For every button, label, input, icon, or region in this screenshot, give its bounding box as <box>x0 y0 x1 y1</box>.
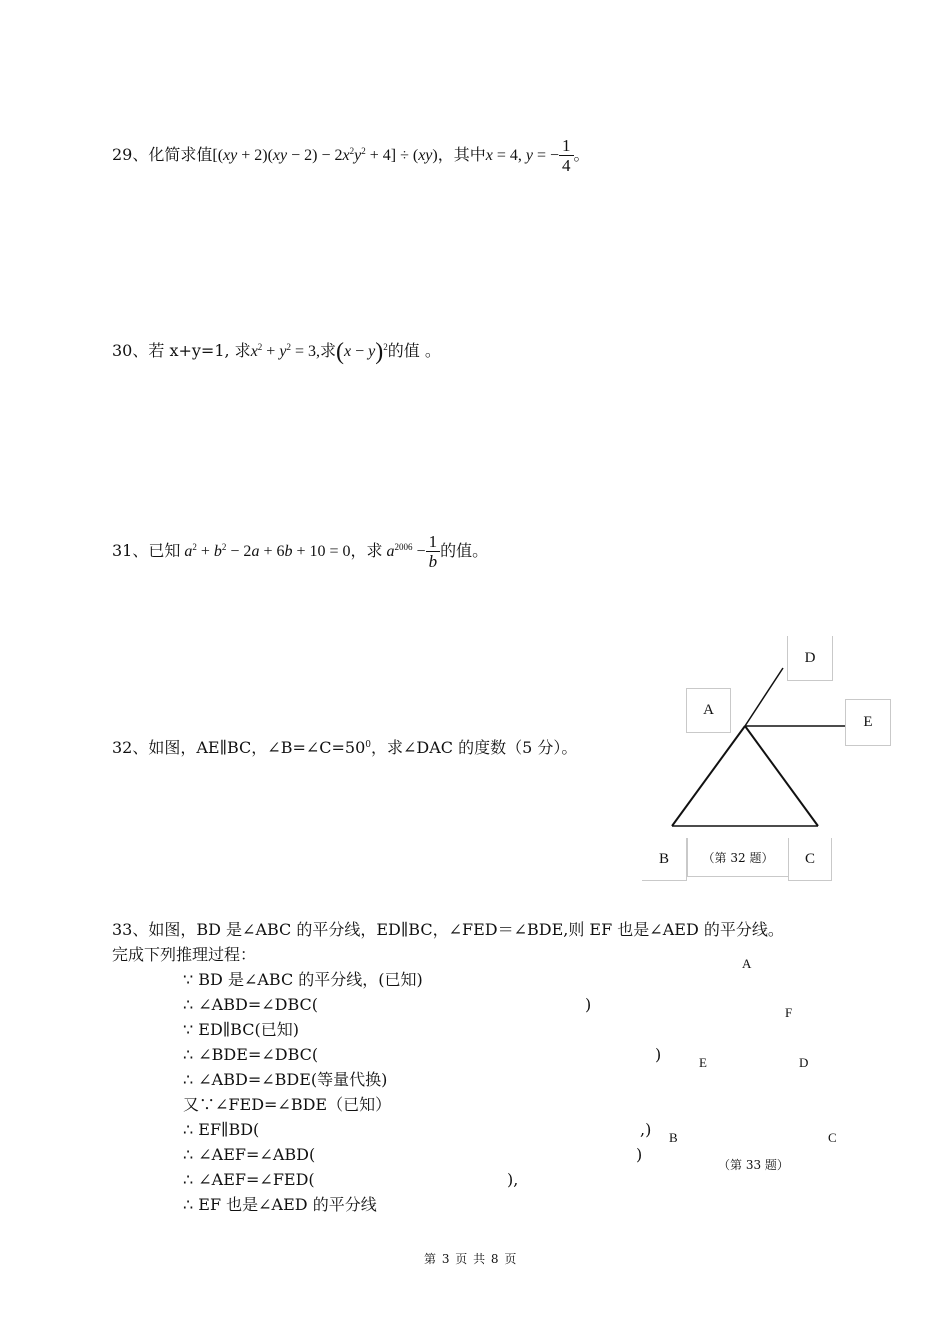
fig32-ray-ad <box>745 668 783 726</box>
q30-end: 的值 。 <box>387 341 441 360</box>
q30-mid: 求 <box>319 341 336 360</box>
q32-text: 32、如图，AE∥BC，∠B=∠C=50 <box>112 738 366 757</box>
q33-step-10: ∴ EF 也是∠AED 的平分线 <box>183 1195 377 1214</box>
q33-line-1: 33、如图，BD 是∠ABC 的平分线，ED∥BC，∠FED＝∠BDE,则 EF 也是∠AED 的平分线。 <box>112 920 784 939</box>
fig32-label-c: C <box>788 838 832 881</box>
q33-step-7: ∴ EF∥BD( <box>183 1120 260 1139</box>
q33-line-2: 完成下列推理过程： <box>112 945 257 964</box>
fig33-label-a: A <box>742 956 752 971</box>
q33-step-4-close: ) <box>655 1045 662 1064</box>
q30-equation: $x^2 + y^2 = 3$, <box>250 342 320 360</box>
q29-prefix: 29、化简求值 <box>112 145 213 164</box>
q29-end: 。 <box>573 145 590 164</box>
q30-prefix: 30、若 x+y=1, 求 <box>112 341 251 360</box>
q33-step-5: ∴ ∠ABD=∠BDE(等量代换) <box>183 1070 388 1089</box>
fig33-label-d: D <box>799 1055 809 1070</box>
page-footer: 第 3 页 共 8 页 <box>424 1252 518 1266</box>
fig32-label-b: B <box>642 838 687 881</box>
q33-step-2: ∴ ∠ABD=∠DBC( <box>183 995 318 1014</box>
q29-mid: ，其中 <box>437 145 486 164</box>
fig33-label-c: C <box>828 1130 837 1145</box>
q29-fraction: $\frac{1}{4}$ <box>559 136 574 175</box>
fig32-label-d: D <box>787 636 833 681</box>
q33-step-8: ∴ ∠AEF=∠ABD( <box>183 1145 316 1164</box>
q29-expression: $[(xy + 2)(xy - 2) - 2x^2y^2 + 4] \div (xy)$ <box>212 146 438 164</box>
q31-mid: ，求 <box>350 541 383 560</box>
q32-text-2: ，求∠DAC 的度数（5 分）。 <box>371 738 578 757</box>
q33-step-9-close: ), <box>507 1170 519 1189</box>
q33-step-9: ∴ ∠AEF=∠FED( <box>183 1170 315 1189</box>
q33-step-2-close: ) <box>585 995 592 1014</box>
fig32-label-a: A <box>686 688 731 733</box>
fig33-label-e: E <box>699 1055 707 1070</box>
q31-prefix: 31、已知 <box>112 541 181 560</box>
fig32-side-ac <box>745 726 818 826</box>
fig32-caption: （第 32 题） <box>687 838 789 877</box>
q31-equation: $a^2 + b^2 - 2a + 6b + 10 = 0$ <box>184 542 351 560</box>
q30-expression: $(x - y)^2$ <box>335 339 388 365</box>
q33-step-1: ∵ BD 是∠ABC 的平分线，(已知) <box>183 970 423 989</box>
q31-end: 的值。 <box>440 541 489 560</box>
fig33-label-f: F <box>785 1005 793 1020</box>
q33-step-4: ∴ ∠BDE=∠DBC( <box>183 1045 319 1064</box>
q32-degree: 0 <box>365 740 372 750</box>
q31-expression: $a^{2006}$ − <box>386 542 426 560</box>
fig33-label-b: B <box>669 1130 678 1145</box>
q33-step-7-close: ,) <box>640 1120 652 1139</box>
q33-step-8-close: ) <box>636 1145 643 1164</box>
q33-step-3: ∵ ED∥BC(已知) <box>183 1020 299 1039</box>
fig32-side-ab <box>672 726 745 826</box>
fig32-label-e: E <box>845 699 891 746</box>
fig33-caption: （第 33 题） <box>718 1158 789 1172</box>
q31-fraction: $\frac{1}{b}$ <box>426 532 441 571</box>
q33-step-6: 又∵∠FED=∠BDE（已知） <box>183 1095 392 1114</box>
q29-condition: x = 4, y = − <box>485 147 560 164</box>
